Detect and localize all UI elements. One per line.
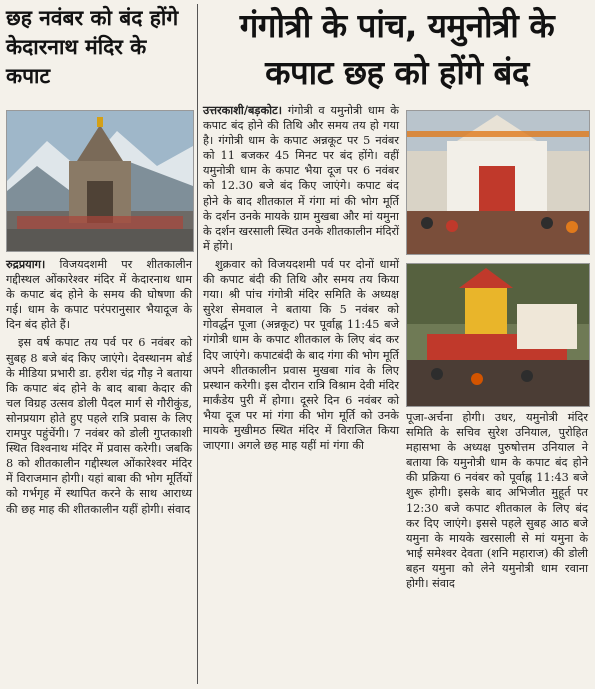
left-story-paragraph: इस वर्ष कपाट तय पर्व पर 6 नवंबर को सुबह 8 बजे बंद किए जाएंगे। देवस्थानम बोर्ड के मीडिया प्रभारी डा. हरीश चंद्र गौड़ ने बताया कि कपाट बंद होने के बाद बाबा केदार की चल विग्रह उत्सव डोली पैदल मार्ग से गौरीकुंड, सोनप्रयाग होते हुए पहले रात्रि प्रवास के लिए रामपुर पहुंचेंगी। 7 नवंबर को डोली गुप्तकाशी स्थित विश्वनाथ मंदिर में प्रवास करेगी। जबकि 8 को शीतकालीन गद्दीस्थल ओंकारेश्वर मंदिर में विराजमान होगी। यहां बाबा की भोग मूर्तियों को गर्भगृह में स्थापित करने के साथ आराध्य की छह माह की शीतकालीन यहीं होगी। संवाद [6, 336, 192, 516]
kedarnath-temple-photo [6, 110, 194, 252]
gangotri-temple-photo [406, 110, 590, 255]
main-story-dateline: उत्तरकाशी/बड़कोट। [203, 104, 283, 117]
left-story-dateline: रुद्रप्रयाग। [6, 258, 46, 271]
main-story-column-2 [406, 410, 588, 594]
column-divider [197, 4, 198, 684]
yamunotri-temple-photo [406, 263, 590, 407]
main-story-column-1 [203, 103, 399, 456]
main-story-paragraph: शुक्रवार को विजयदशमी पर्व पर दोनों धामों की कपाट बंदी की तिथि और समय तय किया गया। श्री पांच गंगोत्री मंदिर समिति के अध्यक्ष सुरेश सेमवाल ने बताया कि 5 नवंबर को गोवर्द्धन पूजा (अन्नकूट) पर पूर्वाह्न 11:45 बजे गंगोत्री धाम के कपाट शीतकाल के लिए बंद कर दिए जाएंगे। कपाटबंदी के बाद गंगा की भोग मूर्ति अपने शीतकालीन प्रवास मुखबा गांव के लिए प्रस्थान करेगी। इस दौरान रात्रि विश्राम देवी मंदिर मार्कंडेय पुरी में होगा। दूसरे दिन 6 नवंबर को भैया दूज पर मां गंगा की भोग मूर्ति को उनके मायके मुखीमठ स्थित मंदिर में विराजित किया जाएगा। अगले छह माह यहीं मां गंगा की [203, 257, 399, 453]
main-story-paragraph: पूजा-अर्चना होगी। उधर, यमुनोत्री मंदिर समिति के सचिव सुरेश उनियाल, पुरोहित महासभा के अध्यक्ष पुरुषोत्तम उनियाल ने बताया कि यमुनोत्री धाम के कपाट बंद होने की प्रक्रिया 6 नवंबर को पूर्वाह्न 11:43 बजे शुरू होगी। इसके बाद अभिजीत मुहूर्त पर 12:30 बजे कपाट शीतकाल के लिए बंद कर दिए जाएंगे। इससे पहले सुबह आठ बजे यमुना के मायके खरसाली से मां यमुना के भाई समेश्वर देवता (शनि महाराज) की डोली बहन यमुना को लेने यमुनोत्री धाम रवाना होगी। संवाद [406, 411, 588, 591]
main-headline: गंगोत्री के पांच, यमुनोत्री के कपाट छह को होंगे बंद [239, 6, 555, 92]
main-story-paragraph: उत्तरकाशी/बड़कोट। गंगोत्री व यमुनोत्री धाम के कपाट बंद होने की तिथि और समय तय हो गया है। गंगोत्री धाम के कपाट अन्नकूट पर 5 नवंबर को 11 बजकर 45 मिनट पर बंद होंगे। वहीं यमुनोत्री धाम के कपाट भैया दूज पर 6 नवंबर को 12.30 बजे बंद किए जाएंगे। कपाट बंद होने के बाद शीतकाल में गंगा मां की भोग मूर्ति के दर्शन उनके मायके ग्राम मुखबा और मां यमुना के दर्शन खरसाली स्थित उनके शीतकालीन मंदिरों में होंगे। [203, 104, 399, 253]
left-story-body [6, 257, 192, 520]
left-story-paragraph: रुद्रप्रयाग। विजयदशमी पर शीतकालीन गद्दीस्थल ओंकारेश्वर मंदिर में केदारनाथ धाम के कपाट बंद होने के समय की घोषणा की गई। धाम के कपाट परंपरानुसार भैयादूज के दिन बंद होते हैं। [6, 258, 192, 332]
left-headline: छह नवंबर को बंद होंगे केदारनाथ मंदिर के कपाट [6, 6, 179, 88]
